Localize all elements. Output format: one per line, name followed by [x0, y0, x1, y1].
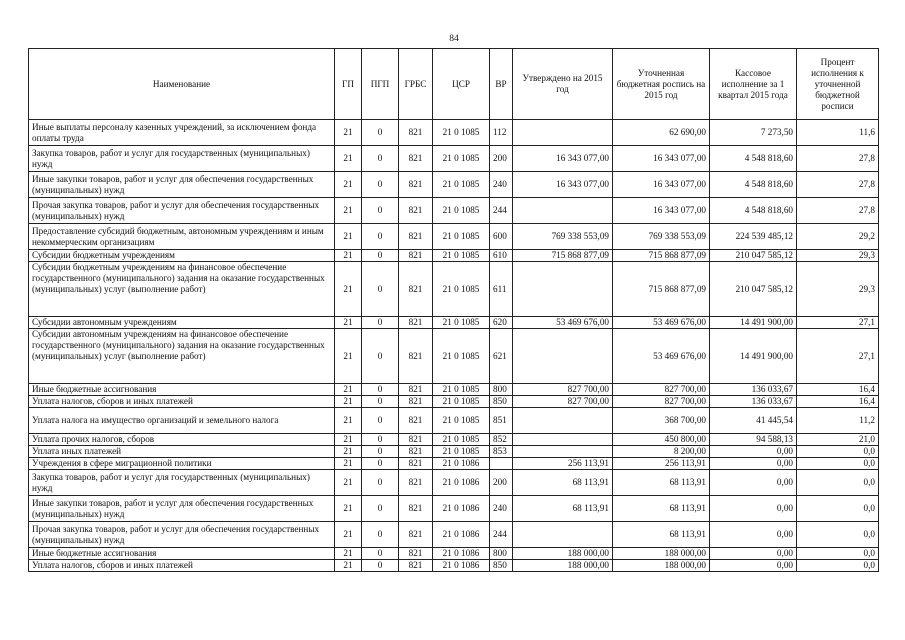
table-cell-name: Уплата налогов, сборов и иных платежей: [29, 560, 335, 572]
table-cell-pgp: 0: [362, 434, 399, 446]
table-cell-percent: 29,3: [797, 250, 879, 262]
table-cell-csr: 21 0 1085: [433, 434, 490, 446]
table-cell-refined: 368 700,00: [613, 408, 710, 434]
table-cell-grbs: 821: [399, 396, 433, 408]
table-cell-pgp: 0: [362, 548, 399, 560]
header-pgp: ПГП: [362, 49, 399, 120]
table-cell-pgp: 0: [362, 317, 399, 329]
table-cell-vr: 240: [490, 172, 513, 198]
table-cell-gp: 21: [335, 496, 362, 522]
table-cell-refined: 68 113,91: [613, 470, 710, 496]
table-cell-pgp: 0: [362, 120, 399, 146]
table-cell-refined: 16 343 077,00: [613, 172, 710, 198]
table-cell-refined: 68 113,91: [613, 496, 710, 522]
table-cell-vr: 200: [490, 146, 513, 172]
table-cell-approved: [513, 408, 613, 434]
table-cell-csr: 21 0 1085: [433, 408, 490, 434]
table-cell-pgp: 0: [362, 458, 399, 470]
table-cell-gp: 21: [335, 458, 362, 470]
header-vr: ВР: [490, 49, 513, 120]
table-row: [29, 396, 879, 408]
table-cell-name: Субсидии автономным учреждениям на финансовое обеспечение государственного (муниципального) задания на оказание государственных (муниципальных) услуг (выполнение работ): [29, 329, 335, 384]
table-cell-cash: 0,00: [710, 446, 797, 458]
table-cell-refined: 256 113,91: [613, 458, 710, 470]
table-cell-name: Иные бюджетные ассигнования: [29, 548, 335, 560]
table-cell-cash: 0,00: [710, 522, 797, 548]
table-cell-percent: 0,0: [797, 458, 879, 470]
table-cell-pgp: 0: [362, 146, 399, 172]
table-cell-csr: 21 0 1085: [433, 172, 490, 198]
table-cell-cash: 4 548 818,60: [710, 172, 797, 198]
table-cell-cash: 210 047 585,12: [710, 250, 797, 262]
table-cell-approved: [513, 434, 613, 446]
table-cell-csr: 21 0 1086: [433, 496, 490, 522]
table-cell-percent: 16,4: [797, 384, 879, 396]
table-cell-refined: 68 113,91: [613, 522, 710, 548]
table-cell-approved: 16 343 077,00: [513, 146, 613, 172]
table-row: [29, 496, 879, 522]
table-row: [29, 446, 879, 458]
table-cell-gp: 21: [335, 548, 362, 560]
table-cell-refined: 188 000,00: [613, 560, 710, 572]
table-row: [29, 470, 879, 496]
table-cell-vr: 852: [490, 434, 513, 446]
table-cell-refined: 715 868 877,09: [613, 250, 710, 262]
table-row: [29, 250, 879, 262]
table-cell-pgp: 0: [362, 446, 399, 458]
table-cell-percent: 21,0: [797, 434, 879, 446]
table-cell-refined: 769 338 553,09: [613, 224, 710, 250]
table-cell-approved: 769 338 553,09: [513, 224, 613, 250]
table-cell-vr: 611: [490, 262, 513, 317]
table-cell-pgp: 0: [362, 384, 399, 396]
table-cell-percent: 0,0: [797, 560, 879, 572]
table-cell-approved: [513, 522, 613, 548]
table-cell-approved: [513, 198, 613, 224]
table-cell-csr: 21 0 1085: [433, 384, 490, 396]
table-cell-approved: 715 868 877,09: [513, 250, 613, 262]
table-cell-name: Закупка товаров, работ и услуг для государственных (муниципальных) нужд: [29, 146, 335, 172]
table-cell-grbs: 821: [399, 250, 433, 262]
table-row: [29, 522, 879, 548]
table-cell-vr: 600: [490, 224, 513, 250]
table-cell-cash: 14 491 900,00: [710, 329, 797, 384]
table-cell-approved: [513, 329, 613, 384]
table-cell-grbs: 821: [399, 496, 433, 522]
table-cell-vr: 851: [490, 408, 513, 434]
table-cell-csr: 21 0 1085: [433, 329, 490, 384]
table-row: [29, 548, 879, 560]
table-cell-csr: 21 0 1085: [433, 198, 490, 224]
table-cell-vr: 244: [490, 522, 513, 548]
table-cell-approved: 827 700,00: [513, 396, 613, 408]
table-cell-csr: 21 0 1085: [433, 396, 490, 408]
table-cell-percent: 27,1: [797, 317, 879, 329]
table-cell-vr: 800: [490, 384, 513, 396]
table-cell-grbs: 821: [399, 224, 433, 250]
table-cell-csr: 21 0 1085: [433, 250, 490, 262]
table-cell-gp: 21: [335, 250, 362, 262]
table-cell-percent: 0,0: [797, 496, 879, 522]
table-cell-grbs: 821: [399, 384, 433, 396]
table-cell-cash: 0,00: [710, 470, 797, 496]
table-cell-gp: 21: [335, 408, 362, 434]
table-row: [29, 560, 879, 572]
table-cell-csr: 21 0 1086: [433, 522, 490, 548]
table-cell-grbs: 821: [399, 458, 433, 470]
table-cell-name: Субсидии бюджетным учреждениям на финансовое обеспечение государственного (муниципального) задания на оказание государственных (муниципальных) услуг (выполнение работ): [29, 262, 335, 317]
table-cell-grbs: 821: [399, 522, 433, 548]
table-cell-name: Учреждения в сфере миграционной политики: [29, 458, 335, 470]
table-cell-refined: 16 343 077,00: [613, 198, 710, 224]
table-cell-refined: 16 343 077,00: [613, 146, 710, 172]
table-cell-csr: 21 0 1085: [433, 120, 490, 146]
table-cell-name: Иные выплаты персоналу казенных учреждений, за исключением фонда оплаты труда: [29, 120, 335, 146]
table-cell-pgp: 0: [362, 560, 399, 572]
table-cell-name: Уплата налога на имущество организаций и земельного налога: [29, 408, 335, 434]
table-cell-name: Субсидии бюджетным учреждениям: [29, 250, 335, 262]
table-cell-grbs: 821: [399, 198, 433, 224]
table-cell-name: Уплата иных платежей: [29, 446, 335, 458]
table-cell-name: Уплата прочих налогов, сборов: [29, 434, 335, 446]
table-cell-refined: 8 200,00: [613, 446, 710, 458]
table-cell-gp: 21: [335, 120, 362, 146]
table-cell-pgp: 0: [362, 262, 399, 317]
table-cell-gp: 21: [335, 560, 362, 572]
table-cell-approved: 53 469 676,00: [513, 317, 613, 329]
table-cell-grbs: 821: [399, 560, 433, 572]
table-cell-percent: 27,8: [797, 198, 879, 224]
table-cell-pgp: 0: [362, 329, 399, 384]
table-cell-pgp: 0: [362, 396, 399, 408]
table-cell-gp: 21: [335, 470, 362, 496]
table-cell-csr: 21 0 1085: [433, 262, 490, 317]
table-cell-pgp: 0: [362, 224, 399, 250]
table-cell-percent: 0,0: [797, 470, 879, 496]
table-cell-approved: 188 000,00: [513, 548, 613, 560]
table-cell-grbs: 821: [399, 120, 433, 146]
table-cell-gp: 21: [335, 446, 362, 458]
table-cell-csr: 21 0 1085: [433, 446, 490, 458]
budget-table: [28, 48, 879, 572]
table-row: [29, 408, 879, 434]
table-cell-approved: 188 000,00: [513, 560, 613, 572]
table-row: [29, 434, 879, 446]
table-cell-cash: 4 548 818,60: [710, 146, 797, 172]
table-cell-cash: 136 033,67: [710, 396, 797, 408]
header-name: Наименование: [29, 49, 335, 120]
table-cell-vr: 200: [490, 470, 513, 496]
table-cell-percent: 27,1: [797, 329, 879, 384]
header-percent: Процент исполнения к уточненной бюджетной росписи: [797, 49, 879, 120]
table-row: [29, 146, 879, 172]
table-cell-grbs: 821: [399, 408, 433, 434]
table-cell-cash: 7 273,50: [710, 120, 797, 146]
table-cell-csr: 21 0 1086: [433, 560, 490, 572]
table-cell-cash: 224 539 485,12: [710, 224, 797, 250]
table-cell-grbs: 821: [399, 434, 433, 446]
table-cell-csr: 21 0 1085: [433, 146, 490, 172]
table-header-row: [29, 49, 879, 120]
table-cell-refined: 450 800,00: [613, 434, 710, 446]
table-cell-pgp: 0: [362, 408, 399, 434]
table-cell-vr: 610: [490, 250, 513, 262]
table-cell-name: Иные закупки товаров, работ и услуг для обеспечения государственных (муниципальных) нужд: [29, 496, 335, 522]
table-cell-percent: 27,8: [797, 146, 879, 172]
table-cell-gp: 21: [335, 329, 362, 384]
table-cell-percent: 0,0: [797, 446, 879, 458]
table-row: [29, 172, 879, 198]
table-cell-refined: 827 700,00: [613, 396, 710, 408]
table-cell-refined: 827 700,00: [613, 384, 710, 396]
table-cell-grbs: 821: [399, 548, 433, 560]
table-cell-vr: 244: [490, 198, 513, 224]
table-cell-cash: 0,00: [710, 548, 797, 560]
table-cell-approved: 68 113,91: [513, 470, 613, 496]
table-cell-approved: [513, 262, 613, 317]
table-cell-pgp: 0: [362, 522, 399, 548]
table-row: [29, 384, 879, 396]
table-cell-grbs: 821: [399, 262, 433, 317]
table-cell-gp: 21: [335, 384, 362, 396]
table-cell-vr: 621: [490, 329, 513, 384]
table-cell-name: Прочая закупка товаров, работ и услуг для обеспечения государственных (муниципальных) нужд: [29, 198, 335, 224]
table-row: [29, 120, 879, 146]
table-cell-approved: 68 113,91: [513, 496, 613, 522]
table-cell-csr: 21 0 1086: [433, 548, 490, 560]
table-cell-approved: [513, 446, 613, 458]
table-cell-name: Субсидии автономным учреждениям: [29, 317, 335, 329]
table-cell-name: Иные бюджетные ассигнования: [29, 384, 335, 396]
table-cell-cash: 41 445,54: [710, 408, 797, 434]
table-row: [29, 317, 879, 329]
table-row: [29, 329, 879, 384]
table-cell-percent: 29,3: [797, 262, 879, 317]
table-cell-csr: 21 0 1085: [433, 224, 490, 250]
table-cell-approved: [513, 120, 613, 146]
table-cell-percent: 11,2: [797, 408, 879, 434]
table-cell-grbs: 821: [399, 446, 433, 458]
header-approved: Утверждено на 2015 год: [513, 49, 613, 120]
table-cell-gp: 21: [335, 146, 362, 172]
table-cell-percent: 11,6: [797, 120, 879, 146]
table-cell-pgp: 0: [362, 172, 399, 198]
table-cell-grbs: 821: [399, 470, 433, 496]
table-cell-pgp: 0: [362, 198, 399, 224]
table-cell-name: Уплата налогов, сборов и иных платежей: [29, 396, 335, 408]
table-cell-approved: 827 700,00: [513, 384, 613, 396]
table-cell-vr: 112: [490, 120, 513, 146]
table-row: [29, 262, 879, 317]
table-cell-grbs: 821: [399, 146, 433, 172]
table-cell-percent: 0,0: [797, 548, 879, 560]
table-cell-percent: 16,4: [797, 396, 879, 408]
table-cell-cash: 0,00: [710, 496, 797, 522]
table-cell-csr: 21 0 1086: [433, 458, 490, 470]
table-cell-gp: 21: [335, 224, 362, 250]
table-cell-vr: [490, 458, 513, 470]
table-cell-csr: 21 0 1086: [433, 470, 490, 496]
table-cell-vr: 620: [490, 317, 513, 329]
table-cell-cash: 14 491 900,00: [710, 317, 797, 329]
table-cell-cash: 136 033,67: [710, 384, 797, 396]
table-cell-cash: 210 047 585,12: [710, 262, 797, 317]
table-cell-name: Прочая закупка товаров, работ и услуг для обеспечения государственных (муниципальных) нужд: [29, 522, 335, 548]
table-cell-grbs: 821: [399, 329, 433, 384]
header-cash: Кассовое исполнение за 1 квартал 2015 года: [710, 49, 797, 120]
table-row: [29, 224, 879, 250]
table-cell-grbs: 821: [399, 317, 433, 329]
table-cell-gp: 21: [335, 317, 362, 329]
header-csr: ЦСР: [433, 49, 490, 120]
table-row: [29, 198, 879, 224]
table-cell-refined: 715 868 877,09: [613, 262, 710, 317]
table-cell-pgp: 0: [362, 496, 399, 522]
table-cell-cash: 0,00: [710, 458, 797, 470]
table-cell-vr: 240: [490, 496, 513, 522]
table-cell-name: Закупка товаров, работ и услуг для государственных (муниципальных) нужд: [29, 470, 335, 496]
table-row: [29, 458, 879, 470]
table-cell-csr: 21 0 1085: [433, 317, 490, 329]
table-cell-vr: 850: [490, 396, 513, 408]
header-gp: ГП: [335, 49, 362, 120]
table-cell-refined: 188 000,00: [613, 548, 710, 560]
table-cell-vr: 800: [490, 548, 513, 560]
table-cell-percent: 29,2: [797, 224, 879, 250]
table-cell-pgp: 0: [362, 250, 399, 262]
table-cell-name: Иные закупки товаров, работ и услуг для обеспечения государственных (муниципальных) нужд: [29, 172, 335, 198]
header-grbs: ГРБС: [399, 49, 433, 120]
table-cell-cash: 0,00: [710, 560, 797, 572]
table-cell-gp: 21: [335, 172, 362, 198]
table-cell-cash: 4 548 818,60: [710, 198, 797, 224]
table-cell-gp: 21: [335, 434, 362, 446]
table-cell-approved: 16 343 077,00: [513, 172, 613, 198]
table-cell-gp: 21: [335, 396, 362, 408]
table-body: [29, 120, 879, 572]
table-cell-gp: 21: [335, 198, 362, 224]
header-refined: Уточненная бюджетная роспись на 2015 год: [613, 49, 710, 120]
table-cell-pgp: 0: [362, 470, 399, 496]
table-cell-grbs: 821: [399, 172, 433, 198]
table-cell-percent: 0,0: [797, 522, 879, 548]
page-number: 84: [449, 34, 459, 44]
table-cell-gp: 21: [335, 522, 362, 548]
table-cell-approved: 256 113,91: [513, 458, 613, 470]
table-cell-refined: 53 469 676,00: [613, 329, 710, 384]
table-cell-gp: 21: [335, 262, 362, 317]
table-cell-cash: 94 588,13: [710, 434, 797, 446]
table-cell-percent: 27,8: [797, 172, 879, 198]
table-cell-vr: 853: [490, 446, 513, 458]
table-cell-refined: 62 690,00: [613, 120, 710, 146]
table-cell-vr: 850: [490, 560, 513, 572]
table-cell-name: Предоставление субсидий бюджетным, автономным учреждениям и иным некоммерческим организациям: [29, 224, 335, 250]
table-cell-refined: 53 469 676,00: [613, 317, 710, 329]
